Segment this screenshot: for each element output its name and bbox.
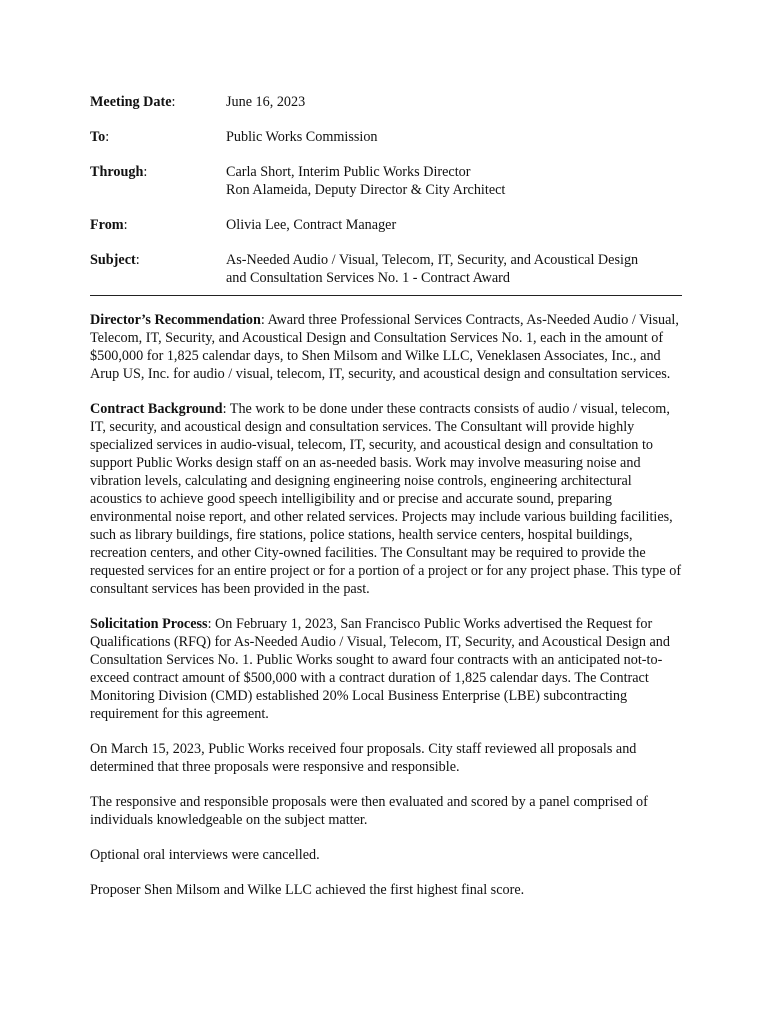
evaluation-paragraph: The responsive and responsible proposals were then evaluated and scored by a panel comprised of individuals knowledgeable on the subject matter. bbox=[90, 794, 648, 828]
subject-line-1: As-Needed Audio / Visual, Telecom, IT, Security, and Acoustical Design bbox=[226, 252, 639, 268]
subject-line-2: and Consultation Services No. 1 - Contract Award bbox=[226, 270, 510, 286]
through-line-1: Carla Short, Interim Public Works Director bbox=[226, 164, 471, 180]
contract-background bbox=[90, 400, 682, 598]
directors-recommendation bbox=[90, 311, 682, 383]
memo-page bbox=[90, 93, 682, 916]
meeting-date-value: June 16, 2023 bbox=[226, 94, 306, 110]
through-label: Through bbox=[90, 164, 144, 180]
subject-label: Subject bbox=[90, 252, 136, 268]
solicitation-heading: Solicitation Process bbox=[90, 616, 208, 632]
to-value: Public Works Commission bbox=[226, 129, 378, 145]
recommendation-text: : Award three Professional Services Contracts, As-Needed Audio / Visual, Telecom, IT, Security, and Acoustical Design and Consultation Services No. 1, each in the amount of $500,000 for 1,825 calendar days, to Shen Milsom and Wilke LLC, Veneklasen Associates, Inc., and Arup US, Inc. for audio / visual, telecom, IT, security, and acoustical design and consultation services. bbox=[90, 312, 679, 382]
from-row: From: Olivia Lee, Contract Manager bbox=[90, 216, 682, 234]
from-label: From bbox=[90, 217, 124, 233]
proposals-received-paragraph: On March 15, 2023, Public Works received four proposals. City staff reviewed all proposals and determined that three proposals were responsive and responsible. bbox=[90, 741, 637, 775]
to-row: To: Public Works Commission bbox=[90, 128, 682, 146]
solicitation-process bbox=[90, 615, 682, 723]
through-row: Through: Carla Short, Interim Public Works Director Ron Alameida, Deputy Director & City Architect bbox=[90, 163, 682, 199]
background-text: : The work to be done under these contracts consists of audio / visual, telecom, IT, security, and acoustical design and consultation services. The Consultant will provide highly specialized services in audio-visual, telecom, IT, security, and acoustical design and consultation to support Public Works design staff on an as-needed basis. Work may involve measuring noise and vibration levels, calculating and designing engineering noise controls, engineering architectural acoustics to achieve good speech intelligibility and or precise and accurate sound, preparing environmental noise report, and other related services. Projects may include various building facilities, such as library buildings, fire stations, police stations, health service centers, hospital buildings, recreation centers, and other City-owned facilities. The Consultant may be required to provide the requested services for an entire project or for a portion of a project or for any project phase. This type of consultant services has been provided in the past. bbox=[90, 401, 682, 597]
background-heading: Contract Background bbox=[90, 401, 223, 417]
interviews-paragraph: Optional oral interviews were cancelled. bbox=[90, 847, 320, 863]
from-value: Olivia Lee, Contract Manager bbox=[226, 217, 397, 233]
recommendation-heading: Director’s Recommendation bbox=[90, 312, 261, 328]
highest-score-paragraph: Proposer Shen Milsom and Wilke LLC achieved the first highest final score. bbox=[90, 882, 525, 898]
meeting-date-label: Meeting Date bbox=[90, 94, 172, 110]
meeting-date-row: Meeting Date: June 16, 2023 bbox=[90, 93, 682, 111]
subject-row: Subject: As-Needed Audio / Visual, Telecom, IT, Security, and Acoustical Design and Consultation Services No. 1 - Contract Award bbox=[90, 251, 682, 287]
to-label: To bbox=[90, 129, 106, 145]
solicitation-text: : On February 1, 2023, San Francisco Public Works advertised the Request for Qualifications (RFQ) for As-Needed Audio / Visual, Telecom, IT, Security, and Acoustical Design and Consultation Services No. 1. Public Works sought to award four contracts with an anticipated not-to-exceed contract amount of $500,000 with a contract duration of 1,825 calendar days. The Contract Monitoring Division (CMD) established 20% Local Business Enterprise (LBE) subcontracting requirement for this agreement. bbox=[90, 616, 670, 722]
header-divider bbox=[90, 295, 682, 296]
through-line-2: Ron Alameida, Deputy Director & City Architect bbox=[226, 182, 506, 198]
